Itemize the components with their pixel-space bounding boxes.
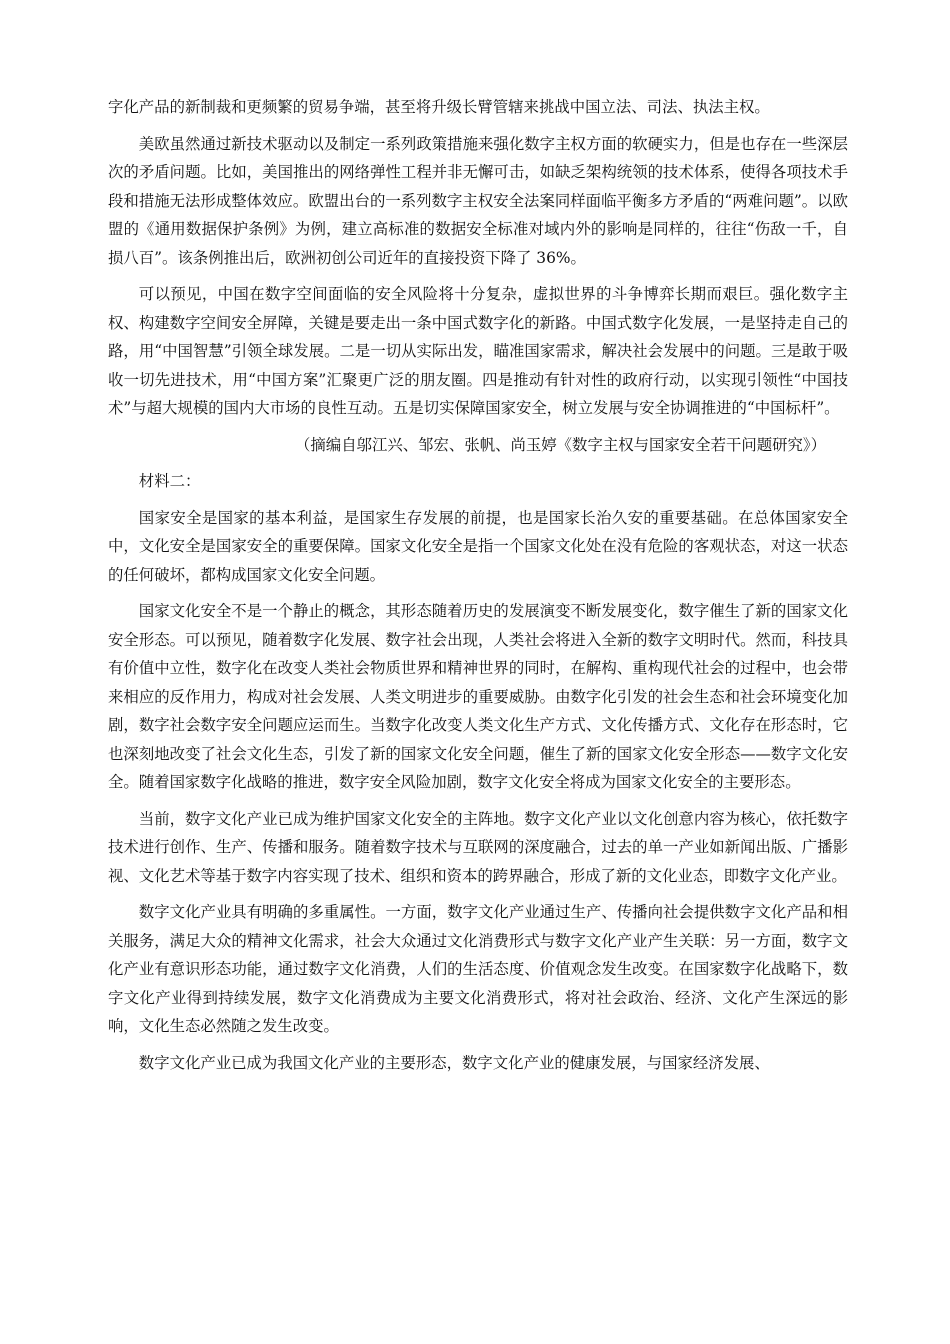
material-two-label: 材料二： [138,472,201,490]
document-page [108,93,848,1077]
source-citation: （摘编自邬江兴、邹宏、张帆、尚玉婷《数字主权与国家安全若干问题研究》） [295,435,826,454]
paragraph-cultural-security-form: 国家文化安全不是一个静止的概念，其形态随着历史的发展演变不断发展变化，数字催生了新的国家文化安全形态。可以预见，随着数字化发展、数字社会出现，人类社会将进入全新的数字文明时代。然而，科技具有价值中立性，数字化在改变人类社会物质世界和精神世界的同时，在解构、重构现代社会的过程中，也会带来相应的反作用力，构成对社会发展、人类文明进步的重要威胁。由数字化引发的社会生态和社会环境变化加剧，数字社会数字安全问题应运而生。当数字化改变人类文化生产方式、文化传播方式、文化存在形态时，它也深刻地改变了社会文化生态，引发了新的国家文化安全问题，催生了新的国家文化安全形态——数字文化安全。随着国家数字化战略的推进，数字安全风险加剧，数字文化安全将成为国家文化安全的主要形态。 [108,602,848,791]
paragraph-digital-culture-industry: 当前，数字文化产业已成为维护国家文化安全的主阵地。数字文化产业以文化创意内容为核心，依托数字技术进行创作、生产、传播和服务。随着数字技术与互联网的深度融合，过去的单一产业如新闻出版、广播影视、文化艺术等基于数字内容实现了技术、组织和资本的跨界融合，形成了新的文化业态，即数字文化产业。 [108,809,848,885]
paragraph-main-form: 数字文化产业已成为我国文化产业的主要形态，数字文化产业的健康发展，与国家经济发展、 [138,1053,770,1072]
paragraph-china-digital-path: 可以预见，中国在数字空间面临的安全风险将十分复杂，虚拟世界的斗争博弈长期而艰巨。强化数字主权、构建数字空间安全屏障，关键是要走出一条中国式数字化的新路。中国式数字化发展，一是坚持走自己的路，用“中国智慧”引领全球发展。二是一切从实际出发，瞄准国家需求，解决社会发展中的问题。三是敢于吸收一切先进技术，用“中国方案”汇聚更广泛的朋友圈。四是推动有针对性的政府行动，以实现引领性“中国技术”与超大规模的国内大市场的良性互动。五是切实保障国家安全，树立发展与安全协调推进的“中国标杆”。 [108,285,848,417]
paragraph-multiple-attributes: 数字文化产业具有明确的多重属性。一方面，数字文化产业通过生产、传播向社会提供数字文化产品和相关服务，满足大众的精神文化需求，社会大众通过文化消费形式与数字文化产业产生关联：另一方面，数字文化产业有意识形态功能，通过数字文化消费，人们的生活态度、价值观念发生改变。在国家数字化战略下，数字文化产业得到持续发展，数字文化消费成为主要文化消费形式，将对社会政治、经济、文化产生深远的影响，文化生态必然随之发生改变。 [108,903,848,1035]
paragraph-national-security: 国家安全是国家的基本利益，是国家生存发展的前提，也是国家长治久安的重要基础。在总体国家安全中，文化安全是国家安全的重要保障。国家文化安全是指一个国家文化处在没有危险的客观状态，对这一状态的任何破坏，都构成国家文化安全问题。 [108,508,848,584]
paragraph-us-eu-contradictions: 美欧虽然通过新技术驱动以及制定一系列政策措施来强化数字主权方面的软硬实力，但是也存在一些深层次的矛盾问题。比如，美国推出的网络弹性工程并非无懈可击，如缺乏架构统领的技术体系，使得各项技术手段和措施无法形成整体效应。欧盟出台的一系列数字主权安全法案同样面临平衡多方矛盾的“两难问题”。以欧盟的《通用数据保护条例》为例，建立高标准的数据安全标准对域内外的影响是同样的，往往“伤敌一千，自损八百”。该条例推出后，欧洲初创公司近年的直接投资下降了 36%。 [108,134,848,267]
paragraph-continuation: 字化产品的新制裁和更频繁的贸易争端，甚至将升级长臂管辖来挑战中国立法、司法、执法主权。 [108,98,770,116]
